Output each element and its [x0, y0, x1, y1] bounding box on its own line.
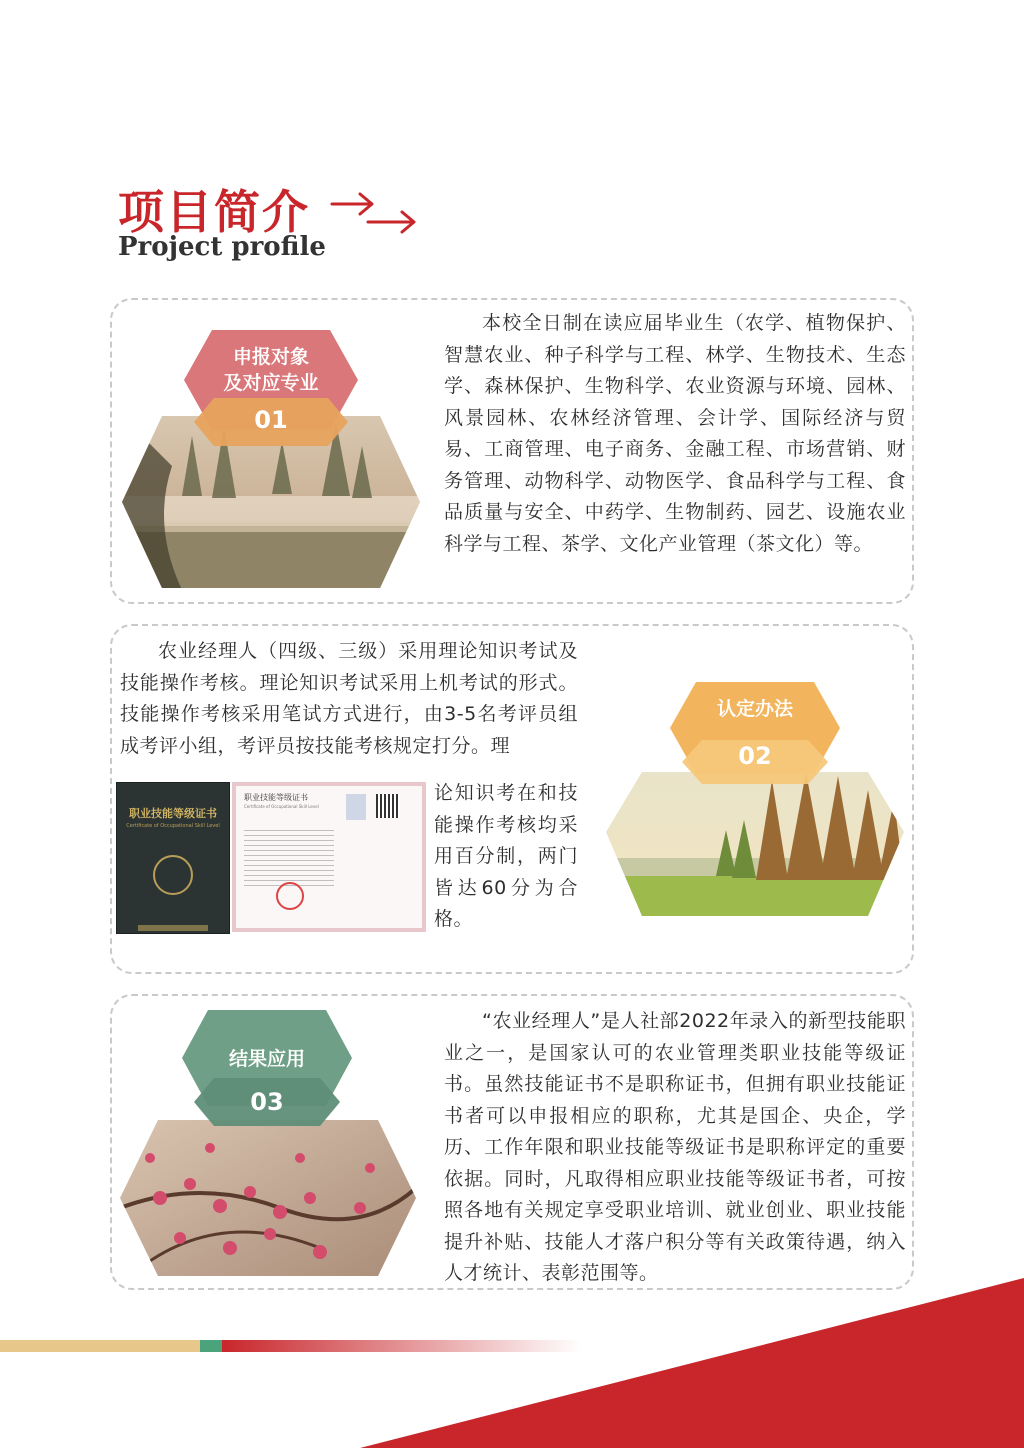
- section-1-label: 申报对象 及对应专业: [223, 346, 319, 394]
- photo: [346, 794, 366, 820]
- red-seal-icon: [276, 882, 304, 910]
- section-3-label: 结果应用: [228, 1048, 305, 1070]
- certificate-cover-title: 职业技能等级证书: [129, 807, 217, 820]
- footer-decoration: [0, 1270, 1024, 1448]
- section-2-number: 02: [738, 742, 772, 770]
- section-1-badge: [122, 326, 420, 590]
- page-title: 项目简介: [118, 185, 310, 239]
- section-2-label: 认定办法: [716, 698, 793, 720]
- section-2-text-main: 农业经理人（四级、三级）采用理论知识考试及技能操作考核。理论知识考试采用上机考试的形式。技能操作考核采用笔试方式进行，由3-5名考评员组成考评小组，考评员按技能考核规定打分。理: [120, 640, 578, 757]
- certificate-cover: [116, 782, 230, 934]
- section-1-text: 本校全日制在读应届毕业生（农学、植物保护、智慧农业、种子科学与工程、林学、生物技术、生态学、森林保护、生物科学、农业资源与环境、园林、风景园林、农林经济管理、会计学、国际经济与贸易、工商管理、电子商务、金融工程、市场营销、财务管理、动物科学、动物医学、食品科学与工程、食品质量与安全、中药学、生物制药、园艺、设施农业科学与工程、茶学、文化产业管理（茶文化）等。: [444, 312, 906, 555]
- section-3-number: 03: [250, 1088, 284, 1116]
- page-subtitle: Project profile: [118, 232, 326, 262]
- section-1-number: 01: [254, 406, 288, 434]
- section-2-text-side: 论知识考在和技能操作考核均采用百分制，两门皆达60分为合格。: [434, 782, 578, 930]
- certificate-cover-subtitle: Certificate of Occupational Skill Level: [126, 823, 220, 829]
- certificate-page: [232, 782, 426, 932]
- qr-code-icon: [376, 794, 400, 818]
- emblem-icon: [153, 855, 193, 895]
- section-3-badge: [120, 1008, 416, 1278]
- section-2-badge: [606, 680, 904, 920]
- section-3-text: “农业经理人”是人社部2022年录入的新型技能职业之一，是国家认可的农业管理类职业技能等级证书。虽然技能证书不是职称证书，但拥有职业技能证书者可以申报相应的职称，尤其是国企、央企，学历、工作年限和职业技能等级证书是职称评定的重要依据。同时，凡取得相应职业技能等级证书者，可按照各地有关规定享受职业培训、就业创业、职业技能提升补贴、技能人才落户积分等有关政策待遇，纳入人才统计、表彰范围等。: [444, 1010, 906, 1284]
- certificate-page-title: 职业技能等级证书: [244, 793, 308, 802]
- certificate-page-subtitle: Certificate of Occupational Skill Level: [244, 804, 319, 809]
- certificate-image: [116, 782, 428, 934]
- double-arrow-icon: [330, 182, 420, 242]
